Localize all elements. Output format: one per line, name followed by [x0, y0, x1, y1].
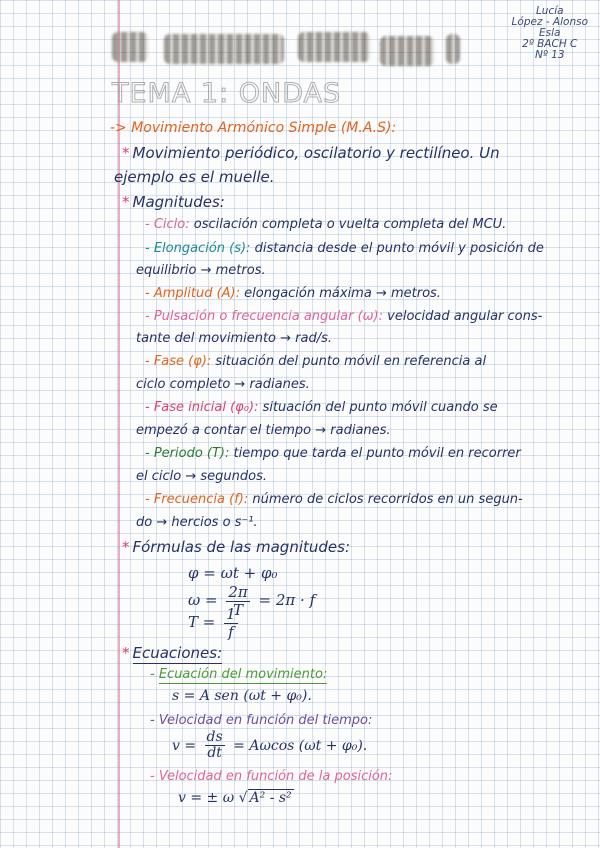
equations-heading: * Ecuaciones: [122, 644, 223, 662]
author-line: López - Alonso [511, 16, 588, 29]
magnitude-item: - Amplitud (A): elongación máxima → metros. [145, 286, 441, 301]
equation-velocity-time-title: - Velocidad en función del tiempo: [150, 713, 373, 728]
equation-velocity-time: v = $\frac{ds}{dt}$ = Aωcos (ωt + φ₀). [172, 729, 368, 762]
author-block [512, 6, 588, 61]
section-title: -> Movimiento Armónico Simple (M.A.S): [110, 120, 397, 136]
magnitude-item: - Periodo (T): tiempo que tarda el punto móvil en recorrer [145, 446, 521, 461]
author-line: 2º BACH C [522, 38, 578, 51]
asterisk-bullet-icon: * [122, 644, 130, 662]
author-line: Lucía [535, 5, 564, 17]
scribbled-title [112, 28, 462, 68]
magnitudes-heading: * Magnitudes: [122, 193, 225, 211]
magnitude-item: - Fase inicial (φ₀): situación del punto móvil cuando se [145, 400, 498, 415]
author-line: Esla [539, 27, 561, 40]
magnitude-item-cont: tante del movimiento → rad/s. [136, 331, 333, 346]
formulas-heading: * Fórmulas de las magnitudes: [122, 538, 350, 556]
magnitude-item: - Frecuencia (f): número de ciclos recorridos en un segun- [145, 492, 523, 507]
equation-velocity-position-title: - Velocidad en función de la posición: [150, 769, 393, 784]
magnitude-item-cont: do → hercios o s⁻¹. [136, 515, 258, 530]
asterisk-bullet-icon: * [122, 144, 130, 162]
magnitude-item: - Fase (φ): situación del punto móvil en referencia al [145, 354, 487, 369]
formula-omega: ω = $\frac{2\pi}{T}$ = 2π · f [188, 583, 316, 619]
magnitude-item-cont: equilibrio → metros. [136, 263, 266, 278]
magnitude-item-cont: ciclo completo → radianes. [136, 377, 310, 392]
equation-motion-title: - Ecuación del movimiento: [150, 667, 328, 682]
asterisk-bullet-icon: * [122, 193, 130, 211]
asterisk-bullet-icon: * [122, 538, 130, 556]
author-line: Nº 13 [535, 49, 565, 62]
unit-title: TEMA 1: ONDAS [112, 78, 342, 109]
equation-motion: s = A sen (ωt + φ₀). [172, 688, 312, 704]
magnitude-item-cont: el ciclo → segundos. [136, 469, 267, 484]
magnitude-item: - Pulsación o frecuencia angular (ω): velocidad angular cons- [145, 309, 543, 324]
formula-period: T = $\frac{1}{f}$ [188, 605, 236, 641]
intro-line-2: ejemplo es el muelle. [114, 168, 275, 186]
magnitude-item: - Ciclo: oscilación completa o vuelta completa del MCU. [145, 217, 507, 232]
equation-velocity-position: v = ± ω √ A² - s² [178, 790, 292, 806]
magnitude-item-cont: empezó a contar el tiempo → radianes. [136, 423, 391, 438]
formula-phase: φ = ωt + φ₀ [188, 564, 278, 582]
intro-line-1: * Movimiento periódico, oscilatorio y rectilíneo. Un [122, 144, 500, 162]
magnitude-item: - Elongación (s): distancia desde el punto móvil y posición de [145, 241, 544, 256]
